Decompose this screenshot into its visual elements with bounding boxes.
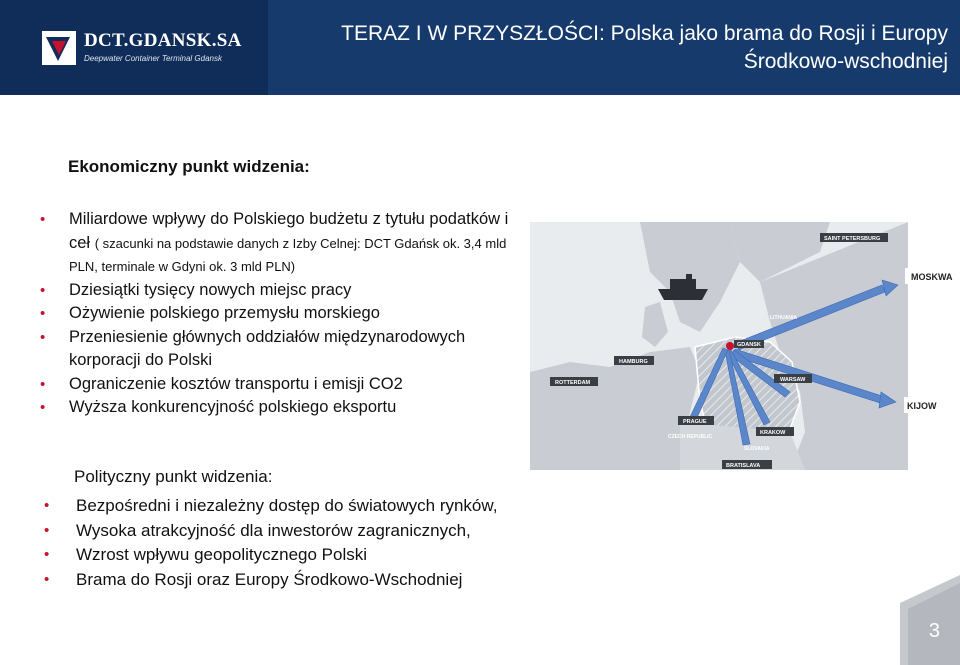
logo-name: DCT.GDANSK.SA: [84, 30, 242, 51]
economic-item-1-main: Miliardowe wpływy do Polskiego budżetu z tytułu podatków i ceł: [69, 210, 509, 252]
economic-heading: Ekonomiczny punkt widzenia:: [68, 157, 310, 176]
political-heading: Polityczny punkt widzenia:: [74, 467, 273, 486]
slide-title: [280, 20, 948, 76]
city-label-moskwa: MOSKWA: [911, 272, 953, 282]
list-item: • Ograniczenie kosztów transportu i emisji CO2: [40, 373, 520, 397]
gdansk-marker-icon: [726, 342, 734, 350]
city-label-hamburg: HAMBURG: [619, 359, 648, 365]
city-label-krakow: KRAKOW: [760, 430, 786, 436]
list-item: • Dziesiątki tysięcy nowych miejsc pracy: [40, 279, 520, 303]
list-item: • Wyższa konkurencyjność polskiego eksportu: [40, 396, 520, 420]
city-label-kijow-box: [904, 397, 954, 413]
economic-item-1-note: ( szacunki na podstawie danych z Izby Celnej: DCT Gdańsk ok. 3,4 mld PLN, terminale w Gdyni ok. 3 mld PLN): [69, 235, 507, 274]
region-label-czech-republic: CZECH REPUBLIC: [668, 434, 713, 440]
dct-logo-icon: [42, 31, 76, 65]
city-label-saint-petersburg: SAINT PETERSBURG: [824, 236, 881, 242]
city-label-prague: PRAGUE: [683, 419, 707, 425]
list-item: • Wzrost wpływu geopolitycznego Polski: [40, 543, 580, 568]
city-label-moskwa-box: [905, 268, 960, 284]
list-item: [40, 208, 520, 279]
city-label-bratislava: BRATISLAVA: [726, 463, 761, 469]
economic-list: [40, 208, 520, 420]
list-item: • Ożywienie polskiego przemysłu morskiego: [40, 302, 520, 326]
page-number: 3: [928, 620, 940, 642]
city-label-warsaw: WARSAW: [780, 377, 806, 383]
political-list: [40, 494, 580, 592]
city-label-rotterdam: ROTTERDAM: [555, 380, 591, 386]
trade-routes-map: [530, 222, 908, 470]
list-item: • Przeniesienie głównych oddziałów międzynarodowych korporacji do Polski: [40, 326, 520, 373]
region-label-lithuania: LITHUANIA: [770, 315, 797, 321]
city-label-kijow: KIJOW: [907, 401, 937, 411]
logo-tagline: Deepwater Container Terminal Gdansk: [84, 54, 222, 63]
slide-header: [0, 0, 960, 95]
slide-title-line-1: TERAZ I W PRZYSZŁOŚCI: Polska jako brama do Rosji i Europy: [341, 22, 948, 45]
city-label-gdansk: GDANSK: [737, 342, 761, 348]
list-item: • Wysoka atrakcyjność dla inwestorów zagranicznych,: [40, 519, 580, 544]
company-logo: [0, 0, 268, 95]
list-item: • Bezpośredni i niezależny dostęp do światowych rynków,: [40, 494, 580, 519]
region-label-slovakia: SLOVAKIA: [744, 446, 770, 452]
list-item: • Brama do Rosji oraz Europy Środkowo-Wschodniej: [40, 568, 580, 593]
slide-title-line-2: Środkowo-wschodniej: [743, 50, 948, 73]
